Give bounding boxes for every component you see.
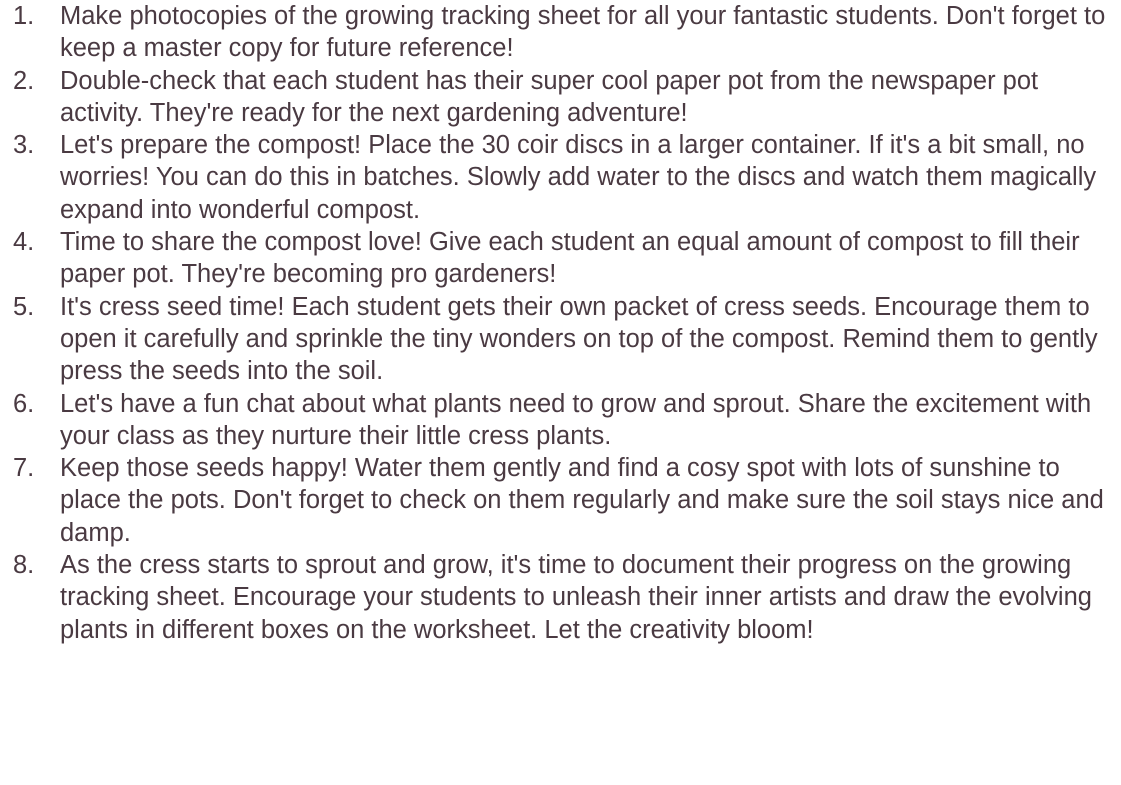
step-number: 7. — [13, 454, 35, 483]
list-item — [13, 291, 1113, 388]
step-number: 2. — [13, 66, 35, 95]
list-item — [13, 388, 1113, 453]
step-number: 4. — [13, 228, 35, 257]
list-item — [13, 452, 1113, 549]
step-text: It's cress seed time! Each student gets their own packet of cress seeds. Encourage them to open it carefully and sprinkle the tiny wonders on top of the compost. Remind them to gently press the seeds into the soil. — [60, 292, 1098, 386]
list-item — [13, 129, 1113, 226]
list-item — [13, 549, 1113, 646]
step-text: Double-check that each student has their super cool paper pot from the newspaper pot activity. They're ready for the next gardening adventure! — [60, 66, 1039, 127]
step-text: Keep those seeds happy! Water them gently and find a cosy spot with lots of sunshine to place the pots. Don't forget to check on them regularly and make sure the soil stays nice and damp. — [60, 454, 1104, 547]
step-number: 1. — [13, 2, 35, 30]
list-item — [13, 226, 1113, 291]
step-text: Let's prepare the compost! Place the 30 coir discs in a larger container. If it's a bit small, no worries! You can do this in batches. Slowly add water to the discs and watch them magically expand into wonderful compost. — [60, 131, 1097, 224]
step-number: 8. — [13, 551, 35, 580]
step-text: Make photocopies of the growing tracking sheet for all your fantastic students. Don't forget to keep a master copy for future reference! — [60, 2, 1106, 63]
step-number: 6. — [13, 389, 35, 418]
list-item — [13, 0, 1113, 65]
step-text: As the cress starts to sprout and grow, it's time to document their progress on the growing tracking sheet. Encourage your students to unleash their inner artists and draw the evolving plants in different boxes on the worksheet. Let the creativity bloom! — [60, 551, 1092, 644]
step-number: 5. — [13, 292, 35, 321]
step-number: 3. — [13, 131, 35, 160]
list-item — [13, 65, 1113, 130]
step-text: Time to share the compost love! Give each student an equal amount of compost to fill their paper pot. They're becoming pro gardeners! — [60, 228, 1080, 289]
step-text: Let's have a fun chat about what plants need to grow and sprout. Share the excitement with your class as they nurture their little cress plants. — [60, 389, 1092, 450]
